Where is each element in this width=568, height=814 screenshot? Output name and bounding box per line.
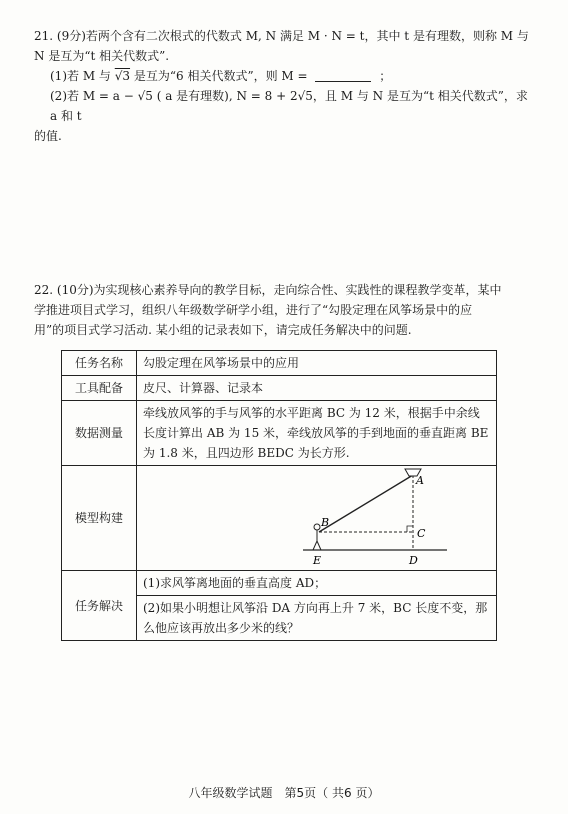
question-22 (34, 280, 534, 340)
q21-part2-line2: 的值. (34, 129, 62, 143)
measurement-line2: 长度计算出 AB 为 15 米，牵线放风筝的手到地面的垂直距离 BE (143, 426, 489, 440)
table-row (62, 351, 497, 376)
row-head-solve: 任务解决 (62, 571, 137, 641)
q21-part1 (34, 66, 534, 86)
label-b: B (321, 516, 330, 529)
q21-part1-end: ； (379, 69, 392, 83)
label-e: E (313, 554, 322, 567)
page-footer: 八年级数学试题 第5页（ 共6 页） (188, 786, 380, 800)
task-1: (1)求风筝离地面的垂直高度 AD； (137, 571, 497, 596)
question-21 (34, 26, 534, 146)
table-row (62, 401, 497, 466)
label-d: D (409, 554, 418, 567)
label-c: C (417, 527, 426, 540)
table-row (62, 466, 497, 571)
kite-diagram (137, 466, 493, 570)
row-body-tools: 皮尺、计算器、记录本 (137, 376, 497, 401)
row-body-model (137, 466, 497, 571)
q21-part1-sqrt: √3 (114, 69, 131, 83)
right-angle-marker (407, 526, 413, 532)
person-leg-icon (317, 541, 321, 550)
kite-string-ab (319, 475, 413, 532)
task-2-line1: (2)如果小明想让风筝沿 DA 方向再上升 7 米，BC 长度不变，那 (143, 601, 488, 615)
q21-stem-line2: N 是互为“t 相关代数式”. (34, 49, 170, 63)
table-row (62, 571, 497, 596)
answer-blank[interactable] (315, 69, 371, 82)
row-head-tools: 工具配备 (62, 376, 137, 401)
row-body-task-name: 勾股定理在风筝场景中的应用 (137, 351, 497, 376)
row-head-model: 模型构建 (62, 466, 137, 571)
task-record-table (61, 350, 497, 641)
q21-part1-text-b: 是互为“6 相关代数式”，则 M = (133, 69, 308, 83)
measurement-line1: 牵线放风筝的手与风筝的水平距离 BC 为 12 米，根据手中余线 (143, 406, 480, 420)
label-a: A (416, 474, 424, 487)
measurement-line3: 为 1.8 米，且四边形 BEDC 为长方形. (143, 446, 350, 460)
q21-part2-line1: (2)若 M = a − √5 ( a 是有理数), N = 8 + 2√5，且 M 与 N 是互为“t 相关代数式”，求 a 和 t (50, 89, 528, 123)
q21-part1-text-a: (1)若 M 与 (50, 69, 111, 83)
q21-stem-line1: 21. (9分)若两个含有二次根式的代数式 M, N 满足 M · N = t，其中 t 是有理数，则称 M 与 (34, 29, 529, 43)
q22-stem-line1: 22. (10分)为实现核心素养导向的教学目标，走向综合性、实践性的课程教学变革，某中 (34, 283, 502, 297)
row-body-measurement (137, 401, 497, 466)
person-leg-icon (313, 541, 317, 550)
table-row (62, 376, 497, 401)
task-2-line2: 么他应该再放出多少米的线？ (143, 621, 300, 635)
task-2 (137, 596, 497, 641)
row-head-task-name: 任务名称 (62, 351, 137, 376)
q22-stem-line3: 用”的项目式学习活动. 某小组的记录表如下，请完成任务解决中的问题. (34, 323, 412, 337)
q22-stem-line2: 学推进项目式学习，组织八年级数学研学小组，进行了“勾股定理在风筝场景中的应 (34, 303, 473, 317)
row-head-measurement: 数据测量 (62, 401, 137, 466)
person-head-icon (314, 524, 320, 530)
